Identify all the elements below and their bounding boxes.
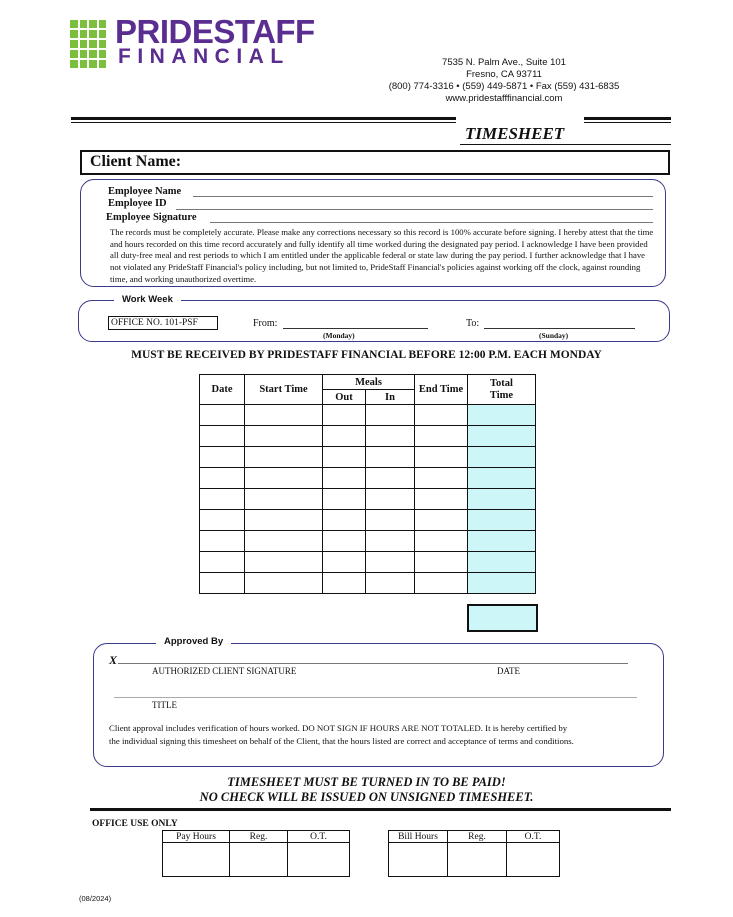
meal-out-cell[interactable] — [323, 531, 366, 552]
approved-by-caption: Approved By — [156, 636, 231, 647]
to-date-field[interactable] — [484, 328, 635, 329]
meal-in-cell[interactable] — [366, 447, 415, 468]
meal-in-cell[interactable] — [366, 531, 415, 552]
total-time-cell[interactable] — [468, 426, 536, 447]
client-name-field[interactable] — [80, 150, 670, 175]
start-time-cell[interactable] — [245, 510, 323, 531]
date-cell[interactable] — [200, 489, 245, 510]
approval-section — [93, 643, 664, 767]
meal-out-cell[interactable] — [323, 489, 366, 510]
time-row — [200, 426, 536, 447]
total-time-cell[interactable] — [468, 405, 536, 426]
time-row — [200, 552, 536, 573]
signature-x-mark: X — [109, 653, 118, 667]
header-total-time: Total Time — [468, 375, 536, 405]
end-time-cell[interactable] — [415, 573, 468, 594]
end-time-cell[interactable] — [415, 468, 468, 489]
pay-hours-cell[interactable] — [163, 843, 230, 877]
office-number: OFFICE NO. 101-PSF — [108, 316, 218, 330]
header-end-time: End Time — [415, 375, 468, 405]
logo-wordmark-line2: FINANCIAL — [118, 45, 290, 68]
client-signature-label: AUTHORIZED CLIENT SIGNATURE — [152, 666, 297, 676]
meal-out-cell[interactable] — [323, 510, 366, 531]
work-week-caption: Work Week — [114, 294, 181, 305]
end-time-cell[interactable] — [415, 552, 468, 573]
time-row — [200, 573, 536, 594]
meal-in-cell[interactable] — [366, 405, 415, 426]
approval-note: Client approval includes verification of hours worked. DO NOT SIGN IF HOURS ARE NOT TOTALED. It is hereby certified by the individual signing this timesheet on behalf of the Client, that the hours listed are correct and acceptance of terms and conditions. — [109, 723, 574, 746]
header-date: Date — [200, 375, 245, 405]
employee-signature-label: Employee Signature — [106, 212, 197, 223]
time-row — [200, 510, 536, 531]
date-label: DATE — [497, 666, 520, 676]
address-web: www.pridestafffinancial.com — [445, 93, 563, 104]
date-cell[interactable] — [200, 426, 245, 447]
total-time-cell[interactable] — [468, 468, 536, 489]
to-label: To: — [466, 318, 480, 329]
employee-id-label: Employee ID — [108, 198, 167, 209]
attestation-text: The records must be completely accurate. Please make any corrections necessary so this record is 100% accurate before signing. I hereby attest that the time and hours recorded on this time record accurately and fully identify all time worked during the designated pay period. I acknowledge I have been provided all duty-free meal and rest periods to which I am entitled under the applicable federal or state law during the pay period. I further acknowledge that I have not violated any PrideStaff Financial's policy including, but not limited to, PrideStaff Financial's policies against working off the clock, against rounding time, and working unauthorized overtime. — [110, 227, 654, 284]
end-time-cell[interactable] — [415, 447, 468, 468]
bill-reg-cell[interactable] — [448, 843, 507, 877]
pay-hours-table — [162, 830, 350, 877]
header-rule-right — [584, 117, 671, 120]
pay-ot-cell[interactable] — [288, 843, 350, 877]
title-underline — [460, 144, 671, 145]
company-address — [374, 57, 634, 105]
pay-ot-header: O.T. — [288, 831, 350, 843]
meal-in-cell[interactable] — [366, 573, 415, 594]
total-time-cell[interactable] — [468, 447, 536, 468]
header-meal-in: In — [366, 390, 415, 405]
logo-wordmark-line1: PRIDESTAFF — [115, 13, 315, 50]
date-cell[interactable] — [200, 468, 245, 489]
time-row — [200, 489, 536, 510]
meal-in-cell[interactable] — [366, 426, 415, 447]
start-time-cell[interactable] — [245, 573, 323, 594]
meal-in-cell[interactable] — [366, 510, 415, 531]
submission-notice: TIMESHEET MUST BE TURNED IN TO BE PAID! NO CHECK WILL BE ISSUED ON UNSIGNED TIMESHEET. — [199, 775, 534, 804]
total-time-cell[interactable] — [468, 552, 536, 573]
start-time-cell[interactable] — [245, 468, 323, 489]
meal-out-cell[interactable] — [323, 552, 366, 573]
header-meals: Meals — [323, 375, 415, 390]
header-rule-left-thin — [71, 122, 456, 123]
date-cell[interactable] — [200, 510, 245, 531]
logo-mark — [70, 20, 106, 68]
page-title: TIMESHEET — [465, 124, 565, 143]
end-time-cell[interactable] — [415, 489, 468, 510]
date-cell[interactable] — [200, 447, 245, 468]
total-time-cell[interactable] — [468, 510, 536, 531]
employee-name-label: Employee Name — [108, 186, 182, 197]
end-time-cell[interactable] — [415, 510, 468, 531]
to-sub-label: (Sunday) — [539, 331, 569, 340]
address-city: Fresno, CA 93711 — [466, 69, 542, 80]
address-street: 7535 N. Palm Ave., Suite 101 — [442, 57, 566, 68]
employee-signature-field[interactable] — [210, 222, 653, 223]
meal-out-cell[interactable] — [323, 573, 366, 594]
time-table — [199, 374, 536, 594]
footer-rule — [90, 808, 671, 811]
total-time-cell[interactable] — [468, 531, 536, 552]
bill-ot-header: O.T. — [507, 831, 560, 843]
bill-hours-cell[interactable] — [389, 843, 448, 877]
meal-in-cell[interactable] — [366, 552, 415, 573]
revision-date: (08/2024) — [79, 894, 112, 903]
bill-hours-header: Bill Hours — [389, 831, 448, 843]
client-name-label: Client Name: — [90, 153, 182, 170]
bill-hours-table — [388, 830, 560, 877]
end-time-cell[interactable] — [415, 426, 468, 447]
title-label: TITLE — [152, 700, 177, 710]
meal-out-cell[interactable] — [323, 468, 366, 489]
time-row — [200, 405, 536, 426]
title-field[interactable] — [114, 697, 637, 698]
date-cell[interactable] — [200, 552, 245, 573]
start-time-cell[interactable] — [245, 405, 323, 426]
total-time-cell[interactable] — [468, 489, 536, 510]
time-row — [200, 531, 536, 552]
header-rule-right-thin — [584, 122, 671, 123]
start-time-cell[interactable] — [245, 489, 323, 510]
date-cell[interactable] — [200, 573, 245, 594]
pay-hours-header: Pay Hours — [163, 831, 230, 843]
from-label: From: — [253, 318, 278, 329]
client-signature-field[interactable] — [118, 663, 628, 664]
header-start-time: Start Time — [245, 375, 323, 405]
meal-in-cell[interactable] — [366, 489, 415, 510]
bill-ot-cell[interactable] — [507, 843, 560, 877]
start-time-cell[interactable] — [245, 447, 323, 468]
time-row — [200, 468, 536, 489]
address-phones: (800) 774-3316 • (559) 449-5871 • Fax (559) 431-6835 — [388, 81, 620, 92]
deadline-notice: MUST BE RECEIVED BY PRIDESTAFF FINANCIAL BEFORE 12:00 P.M. EACH MONDAY — [131, 349, 602, 361]
end-time-cell[interactable] — [415, 405, 468, 426]
total-hours-cell[interactable] — [467, 604, 538, 632]
meal-out-cell[interactable] — [323, 405, 366, 426]
meal-out-cell[interactable] — [323, 447, 366, 468]
bill-reg-header: Reg. — [448, 831, 507, 843]
pay-reg-cell[interactable] — [230, 843, 288, 877]
meal-out-cell[interactable] — [323, 426, 366, 447]
employee-id-field[interactable] — [176, 209, 653, 210]
end-time-cell[interactable] — [415, 531, 468, 552]
date-cell[interactable] — [200, 531, 245, 552]
header-meal-out: Out — [323, 390, 366, 405]
employee-name-field[interactable] — [193, 196, 653, 197]
start-time-cell[interactable] — [245, 552, 323, 573]
start-time-cell[interactable] — [245, 426, 323, 447]
header-rule-left — [71, 117, 456, 120]
pay-reg-header: Reg. — [230, 831, 288, 843]
total-time-cell[interactable] — [468, 573, 536, 594]
office-use-label: OFFICE USE ONLY — [92, 819, 178, 829]
from-sub-label: (Monday) — [323, 331, 355, 340]
start-time-cell[interactable] — [245, 531, 323, 552]
date-cell[interactable] — [200, 405, 245, 426]
from-date-field[interactable] — [283, 328, 428, 329]
meal-in-cell[interactable] — [366, 468, 415, 489]
time-row — [200, 447, 536, 468]
